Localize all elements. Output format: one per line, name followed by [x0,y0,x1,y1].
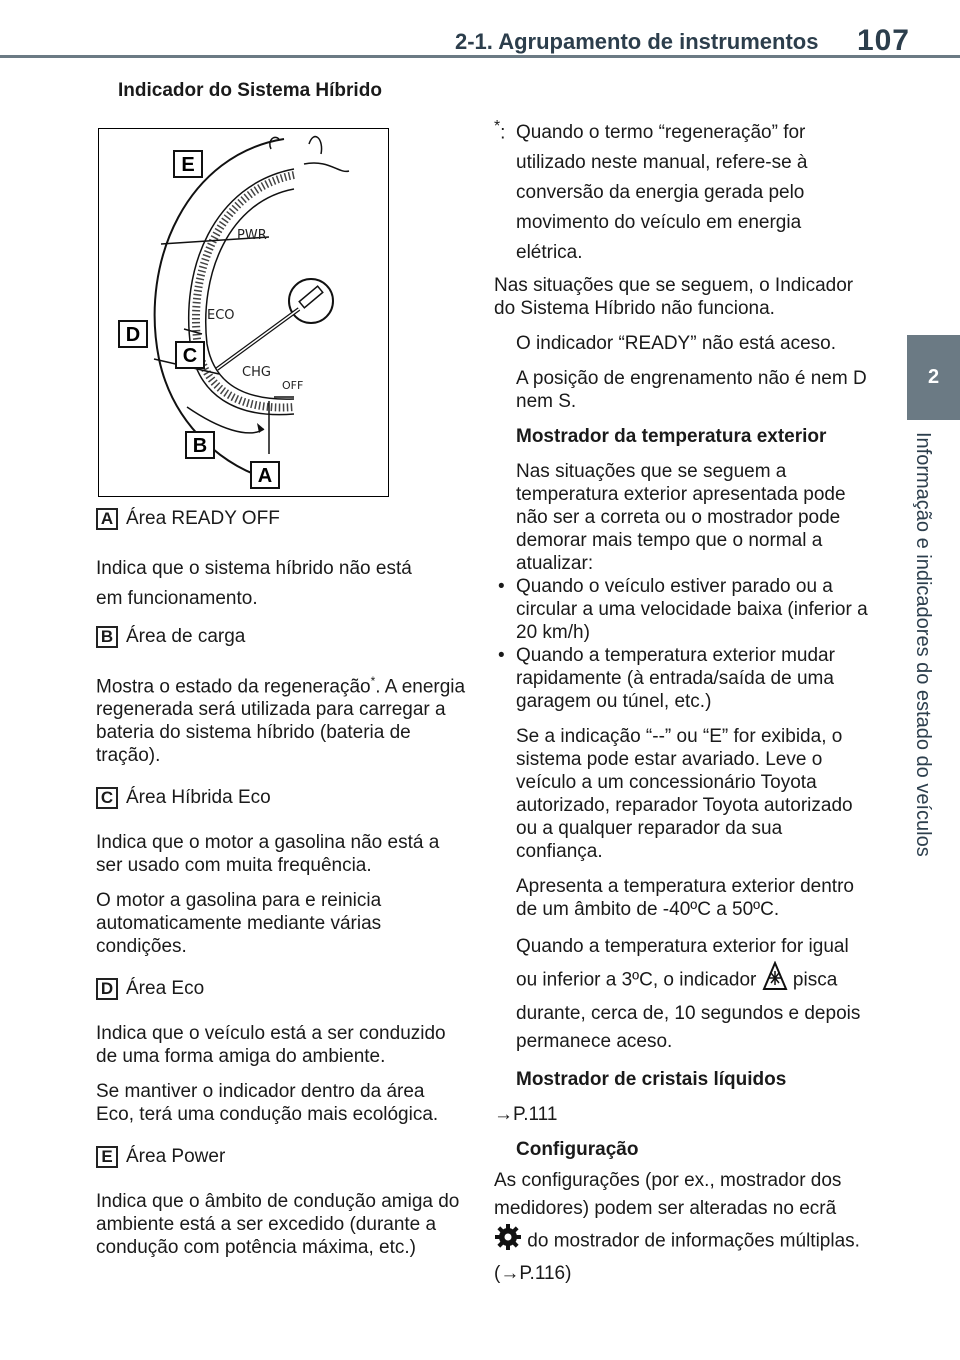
right-column [494,118,869,1288]
config-text: As configurações (por ex., mostrador dos medidores) podem ser alteradas no ecrã do mostrador de informações múltiplas. (→P.116) [494,1170,860,1284]
chapter-title: Informação e indicadores do estado do veículos [912,432,934,857]
item-c-body: Indica que o motor a gasolina não está a ser usado com muita frequência. [96,832,440,877]
ice-warning-icon [762,961,788,1000]
label-a: A [257,465,273,487]
footnote: *: Quando o termo “regeneração” for utilizado neste manual, refere-se à conversão da energia gerada pelo movimento do veículo em energia elétrica. [494,118,808,263]
charge-arrow [187,407,264,433]
item-e-title: E Área Power [96,1146,466,1168]
letter-d: D [96,978,118,1000]
condition-1: O indicador “READY” não está aceso. [516,333,836,354]
item-a-body: Indica que o sistema híbrido não está em funcionamento. [96,558,412,609]
lcd-reference[interactable]: →P.111 [494,1104,558,1125]
label-d: D [125,324,141,346]
fault-text: Se a indicação “--” ou “E” for exibida, o sistema pode estar avariado. Leve o veículo a um concessionário Toyota autorizado, reparador Toyota autorizado ou a qualquer reparador da sua confiança. [516,726,853,862]
letter-e: E [96,1146,118,1168]
label-c: C [182,345,198,367]
label-e: E [181,154,195,176]
temp-heading: Mostrador da temperatura exterior [516,426,827,447]
label-b: B [192,435,208,457]
letter-b: B [96,626,118,648]
item-b-title: B Área de carga [96,626,466,648]
header-rule [0,55,960,58]
lcd-heading: Mostrador de cristais líquidos [516,1069,787,1090]
item-c-title: C Área Híbrida Eco [96,787,466,809]
letter-c: C [96,787,118,809]
left-column [96,508,466,1259]
settings-gear-icon [494,1223,522,1260]
hybrid-indicator-figure [98,128,389,497]
list-item: • Quando o veículo estiver parado ou a circular a uma velocidade baixa (inferior a 20 km/h) [494,575,869,644]
item-d-title: D Área Eco [96,978,466,1000]
off-text: OFF [282,379,304,392]
range-text: Apresenta a temperatura exterior dentro de um âmbito de -40ºC a 50ºC. [516,876,854,920]
item-b-body: Mostra o estado da regeneração*. A energia regenerada será utilizada para carregar a bateria do sistema híbrido (bateria de tração). [96,674,466,767]
config-heading: Configuração [516,1139,639,1160]
list-item: • Quando a temperatura exterior mudar rapidamente (à entrada/saída de uma garagem ou túnel, etc.) [494,644,869,713]
item-d-body: Indica que o veículo está a ser conduzido de uma forma amiga do ambiente. [96,1023,446,1068]
ice-warning-text: Quando a temperatura exterior for igual ou inferior a 3ºC, o indicador pisca durante, cerca de, 10 segundos e depois permanece aceso. [516,936,861,1052]
intro-text: Nas situações que se seguem, o Indicador do Sistema Híbrido não funciona. [494,275,854,319]
pwr-text: PWR [237,228,267,243]
item-a-title: A Área READY OFF [96,508,466,530]
eco-text: ECO [207,308,235,323]
chg-text: CHG [242,365,271,380]
item-d-body2: Se mantiver o indicador dentro da área Eco, terá uma condução mais ecológica. [96,1081,439,1126]
temp-intro: Nas situações que se seguem a temperatura exterior apresentada pode não ser a correta ou o mostrador pode demorar mais tempo que o normal a atualizar: [516,461,846,574]
chapter-tab[interactable]: 2 [907,335,960,420]
item-c-body2: O motor a gasolina para e reinicia automaticamente mediante várias condições. [96,890,382,958]
header-title: 2-1. Agrupamento de instrumentos [455,29,819,54]
gauge-top-edge [304,163,349,171]
condition-2: A posição de engrenamento não é nem D nem S. [516,368,867,412]
gauge-illustration [99,129,388,496]
letter-a: A [96,508,118,530]
page-number: 107 [856,24,910,57]
section-heading: Indicador do Sistema Híbrido [118,80,382,101]
item-e-body: Indica que o âmbito de condução amiga do ambiente está a ser excedido (durante a condução com potência máxima, etc.) [96,1191,460,1259]
temp-bullets [494,575,869,713]
